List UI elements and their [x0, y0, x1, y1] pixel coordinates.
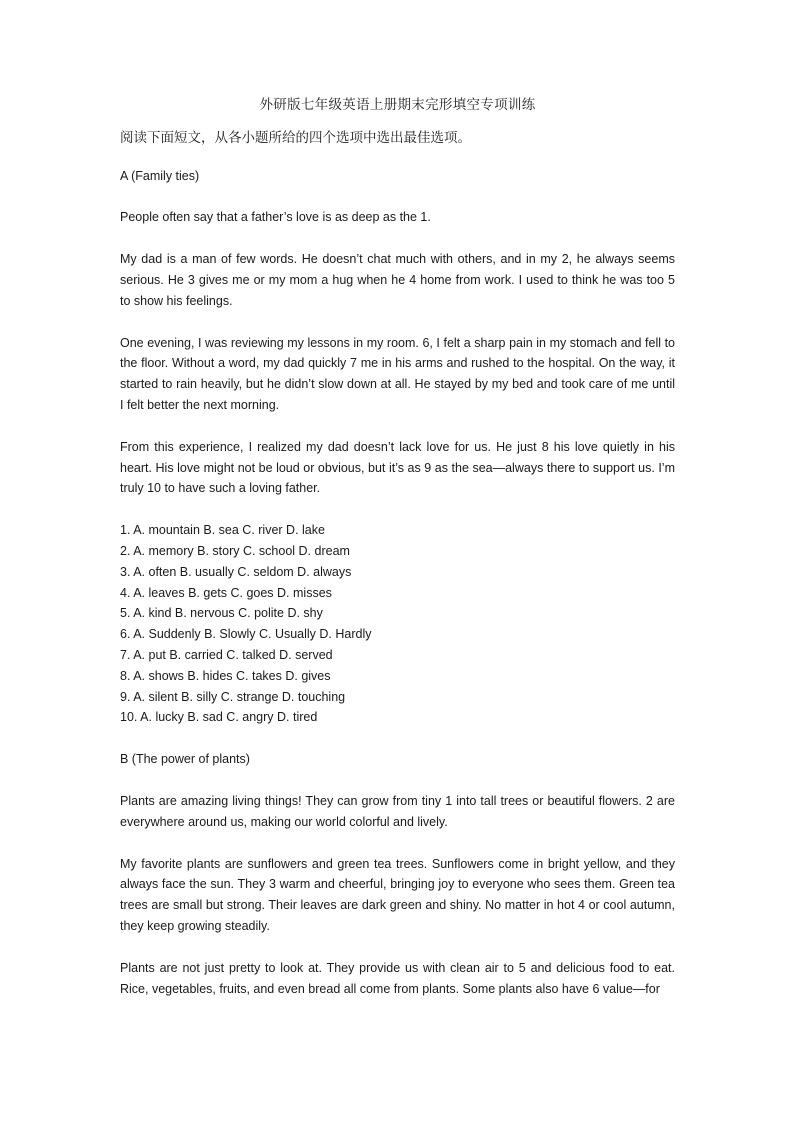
option-line: 8. A. shows B. hides C. takes D. gives — [120, 668, 331, 683]
option-line: 3. A. often B. usually C. seldom D. always — [120, 564, 352, 579]
section-a-heading: A (Family ties) — [120, 168, 200, 183]
option-line: 1. A. mountain B. sea C. river D. lake — [120, 523, 325, 538]
option-line: 9. A. silent B. silly C. strange D. touching — [120, 689, 346, 704]
option-line: 7. A. put B. carried C. talked D. served — [120, 647, 333, 662]
instruction-text: 阅读下面短文，从各小题所给的四个选项中选出最佳选项。 — [120, 129, 471, 145]
section-a-options — [120, 520, 675, 728]
section-a-paragraph-1: People often say that a father’s love is as deep as the 1. — [120, 210, 431, 225]
option-line: 10. A. lucky B. sad C. angry D. tired — [120, 710, 318, 725]
section-a-paragraph-4: From this experience, I realized my dad doesn’t lack love for us. He just 8 his love quietly in his heart. His love might not be loud or obvious, but it’s as 9 as the sea—always there to support us. I’m truly 10 to have such a loving father. — [120, 439, 675, 496]
option-line: 5. A. kind B. nervous C. polite D. shy — [120, 606, 323, 621]
section-a-paragraph-3: One evening, I was reviewing my lessons in my room. 6, I felt a sharp pain in my stomach and fell to the floor. Without a word, my dad quickly 7 me in his arms and rushed to the hospital. On the way, it started to rain heavily, but he didn’t slow down at all. He stayed by my bed and took care of me until I felt better the next morning. — [120, 335, 675, 412]
section-a-paragraph-2: My dad is a man of few words. He doesn’t chat much with others, and in my 2, he always seems serious. He 3 gives me or my mom a hug when he 4 home from work. I used to think he was too 5 to show his feelings. — [120, 252, 675, 308]
document-page — [120, 95, 675, 1020]
option-line: 6. A. Suddenly B. Slowly C. Usually D. Hardly — [120, 627, 372, 642]
option-line: 4. A. leaves B. gets C. goes D. misses — [120, 585, 332, 600]
section-b-paragraph-3: Plants are not just pretty to look at. They provide us with clean air to 5 and delicious food to eat. Rice, vegetables, fruits, and even bread all come from plants. Some plants also have 6 value—for — [120, 960, 675, 996]
section-b-paragraph-1: Plants are amazing living things! They can grow from tiny 1 into tall trees or beautiful flowers. 2 are everywhere around us, making our world colorful and lively. — [120, 793, 675, 829]
document-title: 外研版七年级英语上册期末完形填空专项训练 — [259, 97, 536, 112]
option-line: 2. A. memory B. story C. school D. dream — [120, 543, 350, 558]
section-b-paragraph-2: My favorite plants are sunflowers and green tea trees. Sunflowers come in bright yellow, and they always face the sun. They 3 warm and cheerful, bringing joy to everyone who sees them. Green tea trees are small but strong. Their leaves are dark green and shiny. No matter in hot 4 or cool autumn, they keep growing steadily. — [120, 856, 675, 933]
section-b-heading: B (The power of plants) — [120, 752, 250, 767]
